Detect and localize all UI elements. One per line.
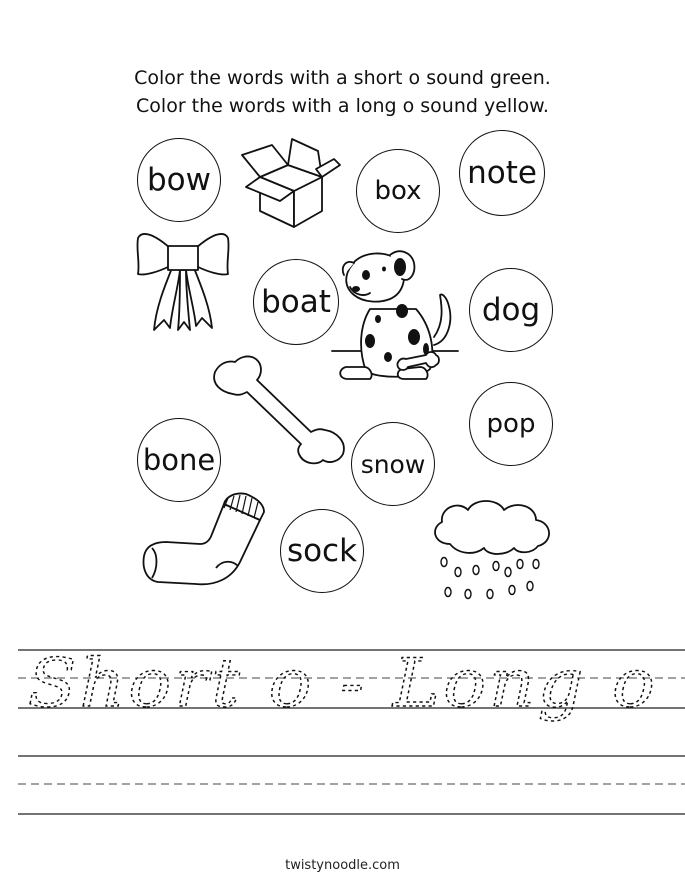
instructions [0, 64, 685, 120]
word-circle-bow[interactable] [137, 138, 221, 222]
word-snow: snow [360, 449, 426, 479]
word-bone: bone [142, 443, 216, 477]
word-circle-snow[interactable] [351, 422, 435, 506]
word-circle-dog[interactable] [469, 268, 553, 352]
instruction-line-1: Color the words with a short o sound green. [134, 67, 551, 89]
bone-picture-icon [207, 350, 353, 468]
box-picture-icon [238, 135, 344, 231]
instruction-line-2: Color the words with a long o sound yellow. [136, 95, 549, 117]
cloud-outline [435, 501, 549, 554]
word-box: box [374, 176, 422, 206]
word-bow: bow [147, 162, 211, 198]
bone-outline [214, 356, 344, 463]
tracing-text: Short o - Long o [28, 645, 658, 722]
sock-picture-icon [140, 490, 270, 590]
word-pop: pop [486, 409, 536, 439]
word-note: note [467, 155, 537, 191]
word-boat: boat [261, 284, 331, 320]
word-dog: dog [481, 292, 541, 328]
handwriting-practice-area [0, 640, 685, 840]
ribbon-bow-icon [134, 228, 232, 334]
word-sock: sock [286, 533, 358, 569]
word-circle-sock[interactable] [280, 509, 364, 593]
word-circle-boat[interactable] [253, 259, 339, 345]
rain-cloud-icon [428, 494, 556, 604]
word-circle-note[interactable] [459, 130, 545, 216]
word-circle-box[interactable] [356, 149, 440, 233]
footer-site: twistynoodle.com [285, 858, 400, 873]
word-circle-pop[interactable] [469, 382, 553, 466]
